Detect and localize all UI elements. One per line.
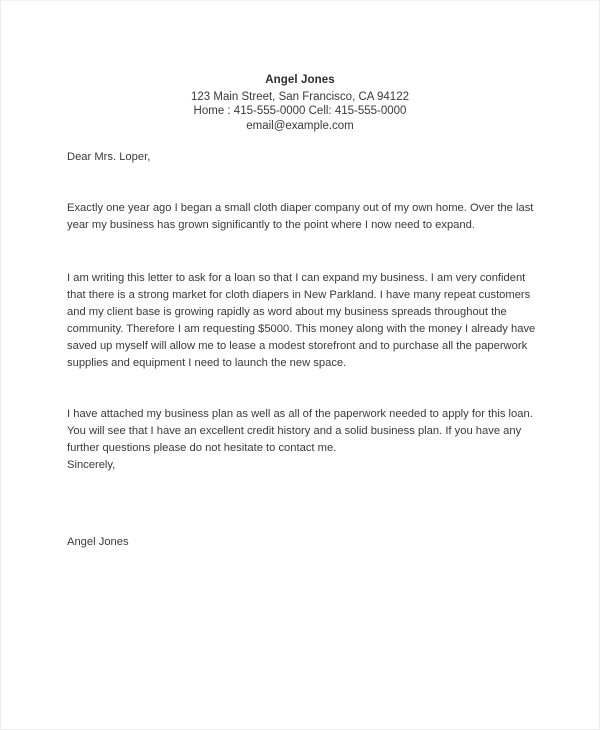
body-paragraph-3: I have attached my business plan as well as all of the paperwork needed to apply for this loan. You will see that I have an excellent credit history and a solid business plan. If you have any further questions please do not hesitate to contact me. bbox=[67, 408, 533, 454]
spacer-after-paragraph-1 bbox=[67, 234, 547, 270]
sender-email: email@example.com bbox=[246, 119, 354, 132]
signature-name: Angel Jones bbox=[67, 536, 129, 548]
sender-name: Angel Jones bbox=[265, 74, 335, 86]
closing-salutation: Sincerely, bbox=[67, 459, 116, 471]
body-paragraph-2: I am writing this letter to ask for a loan so that I can expand my business. I am very confident that there is a strong market for cloth diapers in New Parkland. I have many repeat customers and my client base is growing rapidly as word about my business spreads throughout the community. Therefore I am requesting $5000. This money along with the money I already have saved up myself will allow me to lease a modest storefront and to purchase all the paperwork supplies and equipment I need to launch the new space. bbox=[67, 272, 536, 369]
salutation: Dear Mrs. Loper, bbox=[67, 151, 151, 163]
letter-body bbox=[67, 149, 547, 551]
spacer-before-signature bbox=[67, 474, 547, 534]
spacer-after-salutation bbox=[67, 166, 547, 200]
letterhead bbox=[1, 1, 599, 133]
body-paragraph-1: Exactly one year ago I began a small cloth diaper company out of my own home. Over the last year my business has grown significantly to the point where I now need to expand. bbox=[67, 202, 534, 231]
sender-address: 123 Main Street, San Francisco, CA 94122 bbox=[191, 90, 409, 103]
sender-phone-numbers: Home : 415-555-0000 Cell: 415-555-0000 bbox=[193, 105, 407, 117]
spacer-after-paragraph-2 bbox=[67, 372, 547, 406]
